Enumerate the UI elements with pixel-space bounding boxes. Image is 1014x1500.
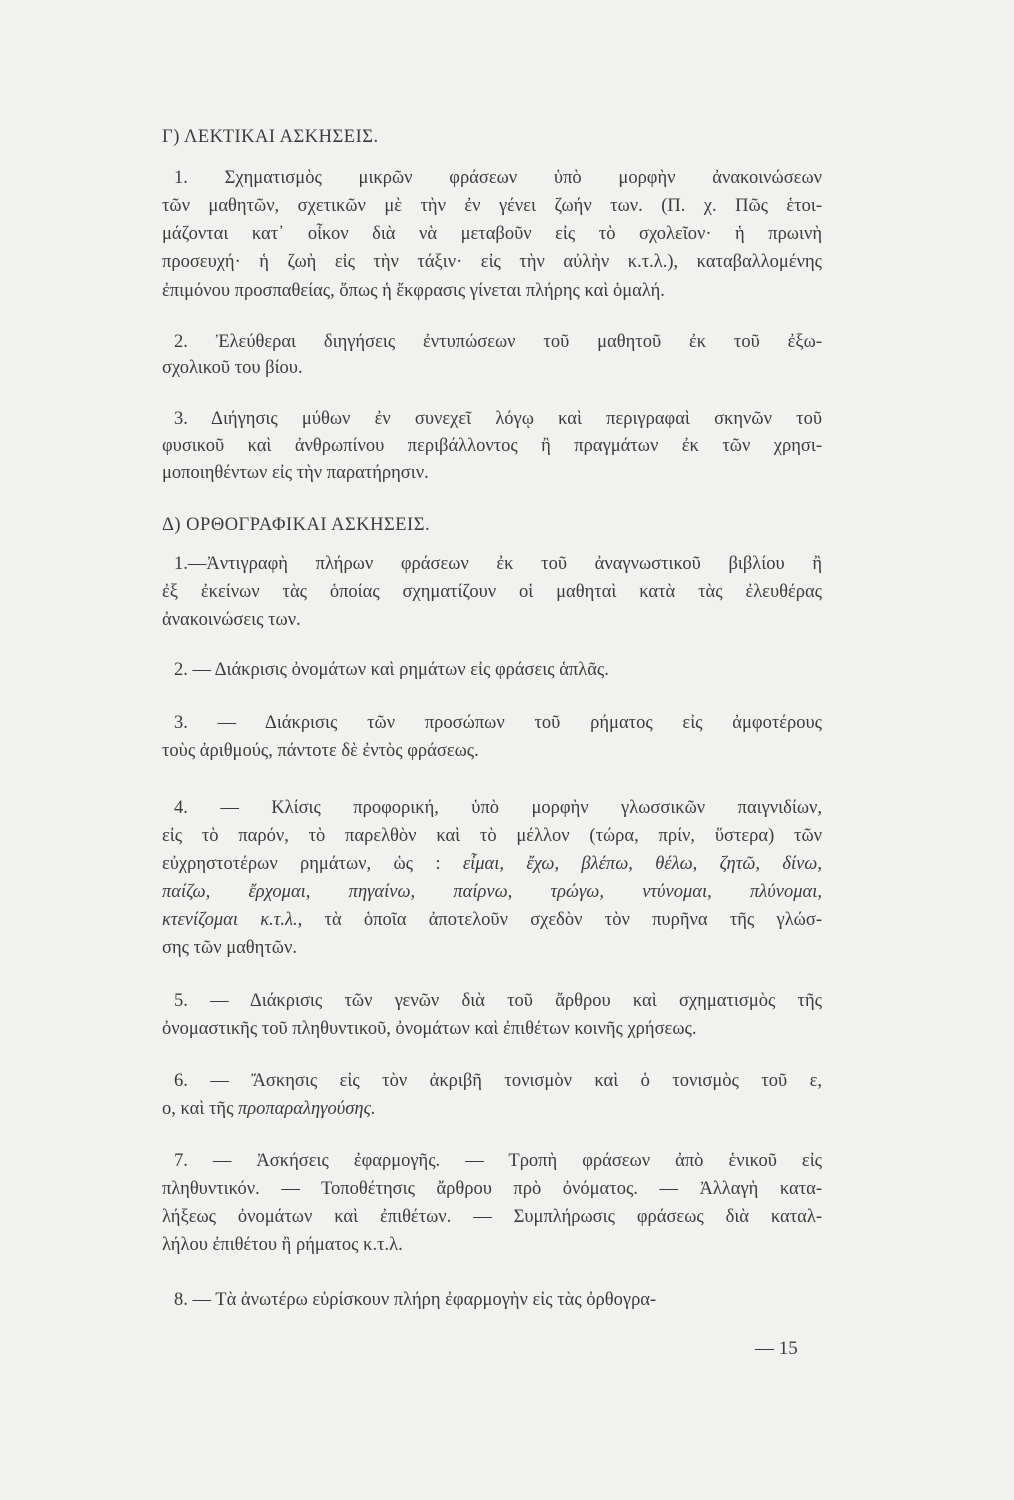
text-segment: λήλου ἐπιθέτου ἢ ρήματος κ.τ.λ. xyxy=(162,1235,403,1255)
italic-text: παίζω, ἔρχομαι, πηγαίνω, παίρνω, τρώγω, ντύνομαι, πλύνομαι, xyxy=(162,882,822,902)
text-line xyxy=(174,1288,822,1312)
text-segment: εὐχρηστοτέρων ρημάτων, ὡς : xyxy=(162,854,463,874)
text-segment: 1.—Ἀντιγραφὴ πλήρων φράσεων ἐκ τοῦ ἀναγνωστικοῦ βιβλίου ἢ xyxy=(174,554,822,574)
text-segment: 6. — Ἄσκησις εἰς τὸν ἀκριβῆ τονισμὸν καὶ ὁ τονισμὸς τοῦ ε, xyxy=(174,1071,822,1091)
text-line xyxy=(174,552,822,576)
text-segment: πληθυντικόν. — Τοποθέτησις ἄρθρου πρὸ ὀνόματος. — Ἀλλαγὴ κατα- xyxy=(162,1179,822,1199)
text-segment: φυσικοῦ καὶ ἀνθρωπίνου περιβάλλοντος ἢ πραγμάτων ἐκ τῶν χρησι- xyxy=(162,436,822,456)
italic-text: εἶμαι, ἔχω, βλέπω, θέλω, ζητῶ, δίνω, xyxy=(462,854,822,874)
text-segment: 3. — Διάκρισις τῶν προσώπων τοῦ ρήματος εἰς ἀμφοτέρους xyxy=(174,713,822,733)
text-line xyxy=(174,330,822,354)
text-line xyxy=(162,1097,822,1121)
text-segment: τοὺς ἀριθμούς, πάντοτε δὲ ἐντὸς φράσεως. xyxy=(162,741,479,761)
text-line xyxy=(162,1177,822,1201)
text-segment: Δ) ΟΡΘΟΓΡΑΦΙΚΑΙ ΑΣΚΗΣΕΙΣ. xyxy=(162,515,431,535)
section-heading xyxy=(162,125,822,149)
text-line xyxy=(162,852,822,876)
text-segment: σης τῶν μαθητῶν. xyxy=(162,938,297,958)
text-segment: 2. — Διάκρισις ὀνομάτων καὶ ρημάτων εἰς φράσεις ἁπλᾶς. xyxy=(174,660,609,680)
text-segment: ο, καὶ τῆς xyxy=(162,1099,239,1119)
text-segment: τῶν μαθητῶν, σχετικῶν μὲ τὴν ἐν γένει ζωήν των. (Π. χ. Πῶς ἑτοι- xyxy=(162,196,822,216)
text-line xyxy=(162,824,822,848)
text-segment: ἐπιμόνου προσπαθείας, ὅπως ἡ ἔκφρασις γίνεται πλήρης καὶ ὁμαλή. xyxy=(162,281,665,301)
text-segment: ὀνομαστικῆς τοῦ πληθυντικοῦ, ὀνομάτων καὶ ἐπιθέτων κοινῆς χρήσεως. xyxy=(162,1019,697,1039)
text-line xyxy=(162,434,822,458)
text-line xyxy=(162,279,822,303)
text-segment: σχολικοῦ του βίου. xyxy=(162,358,303,378)
text-line xyxy=(174,1069,822,1093)
italic-text: προπαραληγούσης. xyxy=(238,1099,376,1119)
text-line xyxy=(174,989,822,1013)
text-line xyxy=(174,166,822,190)
text-segment: 4. — Κλίσις προφορική, ὑπὸ μορφὴν γλωσσικῶν παιγνιδίων, xyxy=(174,798,822,818)
text-line xyxy=(162,461,822,485)
text-segment: προσευχή· ἡ ζωὴ εἰς τὴν τάξιν· εἰς τὴν αὐλὴν κ.τ.λ.), καταβαλλομένης xyxy=(162,252,822,272)
text-line xyxy=(162,250,822,274)
text-segment: τὰ ὁποῖα ἀποτελοῦν σχεδὸν τὸν πυρῆνα τῆς γλώσ- xyxy=(302,910,822,930)
text-line xyxy=(162,194,822,218)
text-segment: ἀνακοινώσεις των. xyxy=(162,610,301,630)
text-segment: εἰς τὸ παρόν, τὸ παρελθὸν καὶ τὸ μέλλον (τώρα, πρίν, ὕστερα) τῶν xyxy=(162,826,822,846)
text-line xyxy=(174,658,822,682)
page-number: — 15 xyxy=(755,1338,798,1359)
text-line xyxy=(162,1017,822,1041)
text-line xyxy=(162,1205,822,1229)
text-line xyxy=(162,739,822,763)
text-line xyxy=(162,608,822,632)
text-segment: ἐξ ἐκείνων τὰς ὁποίας σχηματίζουν οἱ μαθηταὶ κατὰ τὰς ἐλευθέρας xyxy=(162,582,822,602)
text-segment: 3. Διήγησις μύθων ἐν συνεχεῖ λόγῳ καὶ περιγραφαὶ σκηνῶν τοῦ xyxy=(174,409,822,429)
text-segment: μοποιηθέντων εἰς τὴν παρατήρησιν. xyxy=(162,463,429,483)
text-line xyxy=(162,1233,822,1257)
text-line xyxy=(162,936,822,960)
text-line xyxy=(174,407,822,431)
text-segment: 2. Ἐλεύθεραι διηγήσεις ἐντυπώσεων τοῦ μαθητοῦ ἐκ τοῦ ἐξω- xyxy=(174,332,822,352)
text-segment: μάζονται κατ᾽ οἶκον διὰ νὰ μεταβοῦν εἰς τὸ σχολεῖον· ἡ πρωινὴ xyxy=(162,224,822,244)
text-line xyxy=(162,356,822,380)
text-segment: 7. — Ἀσκήσεις ἐφαρμογῆς. — Τροπὴ φράσεων ἀπὸ ἑνικοῦ εἰς xyxy=(174,1151,822,1171)
text-line xyxy=(174,711,822,735)
text-segment: 5. — Διάκρισις τῶν γενῶν διὰ τοῦ ἄρθρου καὶ σχηματισμὸς τῆς xyxy=(174,991,822,1011)
text-segment: λήξεως ὀνομάτων καὶ ἐπιθέτων. — Συμπλήρωσις φράσεως διὰ καταλ- xyxy=(162,1207,822,1227)
text-segment: 1. Σχηματισμὸς μικρῶν φράσεων ὑπὸ μορφὴν ἀνακοινώσεων xyxy=(174,168,822,188)
text-line xyxy=(162,880,822,904)
text-line xyxy=(174,796,822,820)
text-line xyxy=(174,1149,822,1173)
section-heading xyxy=(162,513,822,537)
text-line xyxy=(162,580,822,604)
text-segment: Γ) ΛΕΚΤΙΚΑΙ ΑΣΚΗΣΕΙΣ. xyxy=(162,127,379,147)
text-line xyxy=(162,908,822,932)
text-line xyxy=(162,222,822,246)
italic-text: κτενίζομαι κ.τ.λ., xyxy=(162,910,303,930)
text-segment: 8. — Τὰ ἀνωτέρω εὑρίσκουν πλήρη ἐφαρμογὴν εἰς τὰς ὀρθογρα- xyxy=(174,1290,657,1310)
